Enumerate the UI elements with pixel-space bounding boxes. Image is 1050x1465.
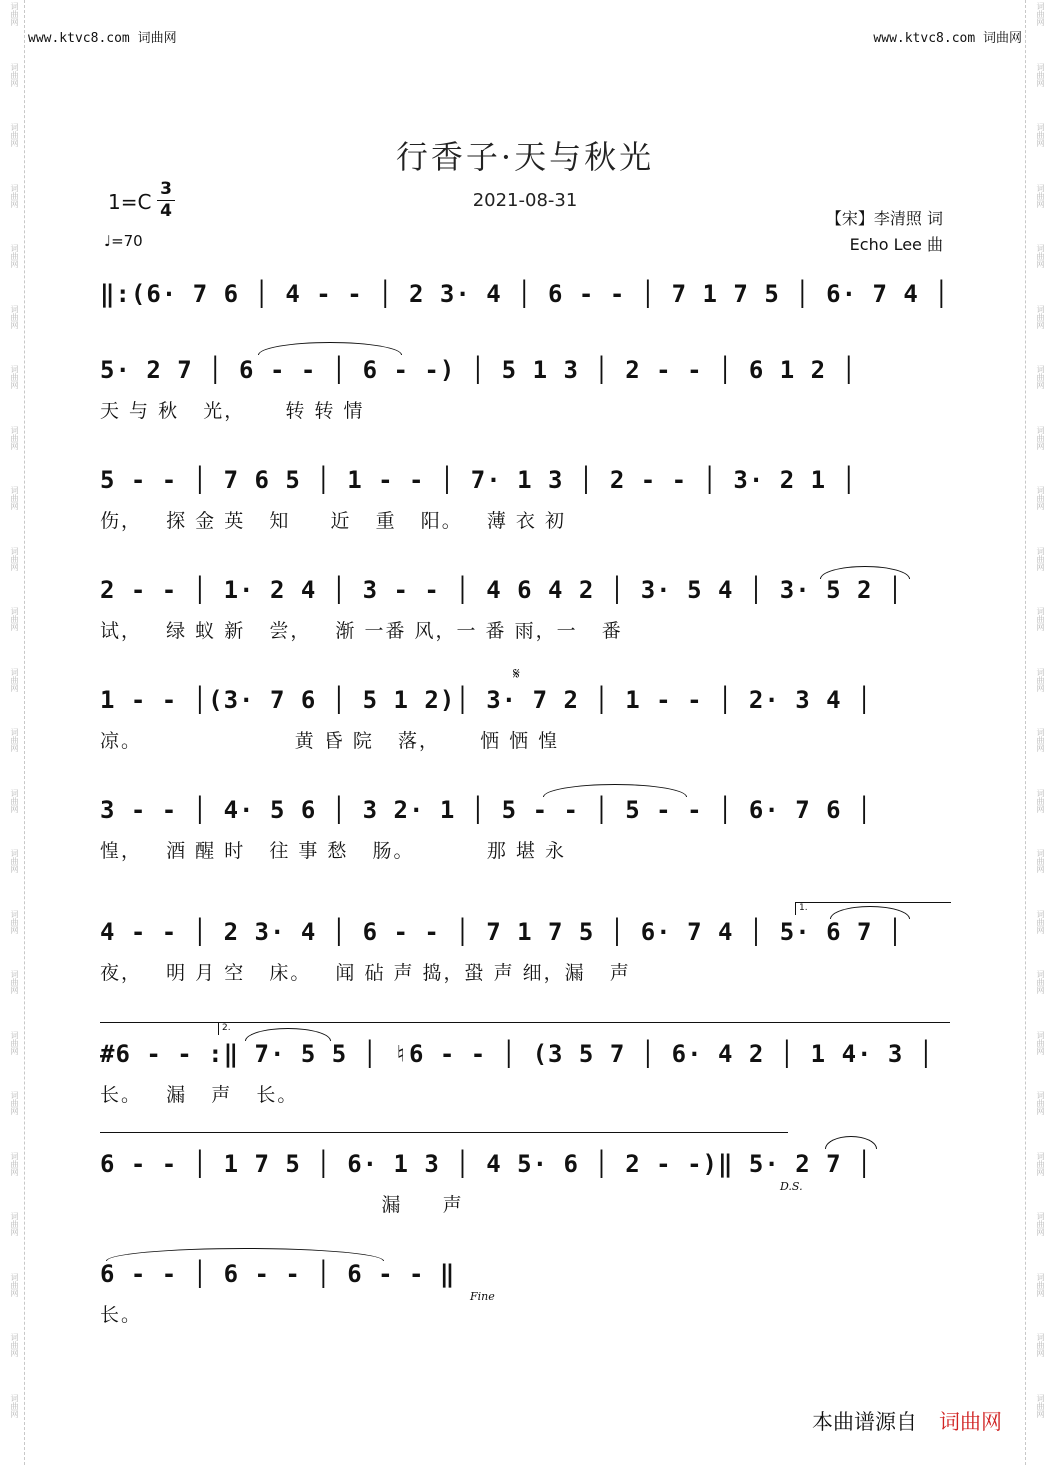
volta-2: 2. — [218, 1022, 950, 1035]
lyric-line: 夜， 明 月 空 床。 闻 砧 声 捣，蛩 声 细，漏 声 — [100, 962, 631, 984]
segno-sign: 𝄋 — [513, 664, 520, 683]
lyric-line: 漏 声 — [100, 1194, 464, 1216]
left-watermark-strip — [0, 0, 25, 1465]
side-watermark-text: 词曲网 — [10, 365, 19, 389]
side-watermark-text: 词曲网 — [10, 1091, 19, 1115]
slur — [258, 342, 402, 355]
side-watermark-text: 词曲网 — [10, 1151, 19, 1176]
side-watermark-text: 词曲网 — [1036, 849, 1045, 873]
lyric-line: 长。 漏 声 长。 — [100, 1084, 299, 1106]
notation-line: 4 - - │ 2 3· 4 │ 6 - - │ 7 1 7 5 │ 6· 7 4 │ 5· 6 7 │ — [100, 918, 904, 946]
side-watermark-text: 词曲网 — [10, 123, 19, 147]
right-watermark-strip — [1025, 0, 1050, 1465]
composer-credit: Echo Lee 曲 — [849, 235, 943, 254]
side-watermark-text: 词曲网 — [10, 1272, 19, 1297]
side-watermark-text: 词曲网 — [1036, 1333, 1045, 1357]
side-watermark-text: 词曲网 — [10, 486, 19, 510]
source-brand: 词曲网 — [939, 1410, 1002, 1434]
side-watermark-text: 词曲网 — [10, 244, 19, 268]
side-watermark-text: 词曲网 — [10, 183, 19, 208]
notation-line: ‖:(6· 7 6 │ 4 - - │ 2 3· 4 │ 6 - - │ 7 1 7 5 │ 6· 7 4 │ — [100, 280, 950, 308]
side-watermark-text: 词曲网 — [1036, 1151, 1045, 1176]
notation-line: 1 - - │(3· 7 6 │ 5 1 2)│ 3· 7 2 │ 1 - - │ 2· 3 4 │ — [100, 686, 873, 714]
time-signature-top: 3 — [160, 179, 172, 199]
notation-line: 6 - - │ 1 7 5 │ 6· 1 3 │ 4 5· 6 │ 2 - -)‖ 5· 2 7 │ — [100, 1150, 873, 1178]
side-watermark-text: 词曲网 — [1036, 1272, 1045, 1297]
notation-line: 5· 2 7 │ 6 - - │ 6 - -) │ 5 1 3 │ 2 - - │ 6 1 2 │ — [100, 356, 858, 384]
song-title: 行香子·天与秋光 — [395, 138, 655, 176]
side-watermark-text: 词曲网 — [1036, 788, 1045, 813]
side-watermark-text: 词曲网 — [10, 909, 19, 934]
volta-1-continuation — [100, 1022, 218, 1023]
side-watermark-text: 词曲网 — [1036, 909, 1045, 934]
side-watermark-text: 词曲网 — [1036, 123, 1045, 147]
slur — [820, 566, 910, 579]
source-label: 本曲谱源自 — [812, 1410, 917, 1434]
side-watermark-text: 词曲网 — [1036, 2, 1045, 26]
lyric-line: 天 与 秋 光， 转 转 情 — [100, 400, 365, 422]
slur — [543, 784, 687, 797]
lyricist-credit: 【宋】李清照 词 — [825, 209, 943, 228]
side-watermark-text: 词曲网 — [10, 788, 19, 813]
time-signature-bottom: 4 — [160, 201, 172, 221]
side-watermark-text: 词曲网 — [10, 970, 19, 994]
side-watermark-text: 词曲网 — [1036, 244, 1045, 268]
side-watermark-text: 词曲网 — [1036, 1030, 1045, 1055]
side-watermark-text: 词曲网 — [1036, 1091, 1045, 1115]
header-site-left: www.ktvc8.com 词曲网 — [28, 31, 177, 46]
notation-line: 6 - - │ 6 - - │ 6 - - ‖ — [100, 1260, 456, 1288]
side-watermark-text: 词曲网 — [1036, 365, 1045, 389]
side-watermark-text: 词曲网 — [10, 62, 19, 87]
side-watermark-text: 词曲网 — [1036, 486, 1045, 510]
side-watermark-text: 词曲网 — [10, 1030, 19, 1055]
notation-line: 5 - - │ 7 6 5 │ 1 - - │ 7· 1 3 │ 2 - - │ 3· 2 1 │ — [100, 466, 858, 494]
side-watermark-text: 词曲网 — [1036, 1393, 1045, 1418]
lyric-line: 凉。 黄 昏 院 落， 恓 恓 惶 — [100, 730, 560, 752]
side-watermark-text: 词曲网 — [1036, 970, 1045, 994]
side-watermark-text: 词曲网 — [10, 425, 19, 450]
side-watermark-text: 词曲网 — [1036, 425, 1045, 450]
source-credit — [812, 1406, 1002, 1436]
side-watermark-text: 词曲网 — [1036, 546, 1045, 571]
notation-line: #6 - - :‖ 7· 5 5 │ ♮6 - - │ (3 5 7 │ 6· 4 2 │ 1 4· 3 │ — [100, 1040, 935, 1068]
side-watermark-text: 词曲网 — [1036, 728, 1045, 752]
slur — [106, 1248, 384, 1261]
side-watermark-text: 词曲网 — [10, 607, 19, 631]
fine-marking: Fine — [470, 1290, 495, 1303]
side-watermark-text: 词曲网 — [10, 728, 19, 752]
volta-1: 1. — [795, 902, 951, 915]
side-watermark-text: 词曲网 — [10, 667, 19, 692]
lyric-line: 惶， 酒 醒 时 往 事 愁 肠。 那 堪 永 — [100, 840, 566, 862]
side-watermark-text: 词曲网 — [10, 2, 19, 26]
song-date: 2021-08-31 — [472, 190, 578, 211]
ds-marking: D.S. — [780, 1180, 803, 1193]
slur — [825, 1136, 877, 1149]
side-watermark-text: 词曲网 — [10, 1212, 19, 1236]
side-watermark-text: 词曲网 — [1036, 183, 1045, 208]
header-site-right: www.ktvc8.com 词曲网 — [873, 31, 1022, 46]
lyric-line: 伤， 探 金 英 知 近 重 阳。 薄 衣 初 — [100, 510, 566, 532]
side-watermark-text: 词曲网 — [10, 1393, 19, 1418]
side-watermark-text: 词曲网 — [10, 546, 19, 571]
side-watermark-text: 词曲网 — [10, 849, 19, 873]
tempo-marking: ♩=70 — [104, 232, 143, 250]
side-watermark-text: 词曲网 — [10, 1333, 19, 1357]
side-watermark-text: 词曲网 — [1036, 1212, 1045, 1236]
side-watermark-text: 词曲网 — [1036, 62, 1045, 87]
side-watermark-text: 词曲网 — [1036, 304, 1045, 329]
lyric-line: 长。 — [100, 1304, 143, 1326]
side-watermark-text: 词曲网 — [1036, 607, 1045, 631]
side-watermark-text: 词曲网 — [1036, 667, 1045, 692]
time-signature — [157, 180, 175, 221]
notation-line: 2 - - │ 1· 2 4 │ 3 - - │ 4 6 4 2 │ 3· 5 4 │ 3· 5 2 │ — [100, 576, 904, 604]
key-signature: 1=C — [108, 190, 152, 214]
repeat-bracket — [100, 1132, 788, 1133]
lyric-line: 试， 绿 蚁 新 尝， 渐 一番 风，一 番 雨，一 番 — [100, 620, 623, 642]
side-watermark-text: 词曲网 — [10, 304, 19, 329]
notation-line: 3 - - │ 4· 5 6 │ 3 2· 1 │ 5 - - │ 5 - - │ 6· 7 6 │ — [100, 796, 873, 824]
